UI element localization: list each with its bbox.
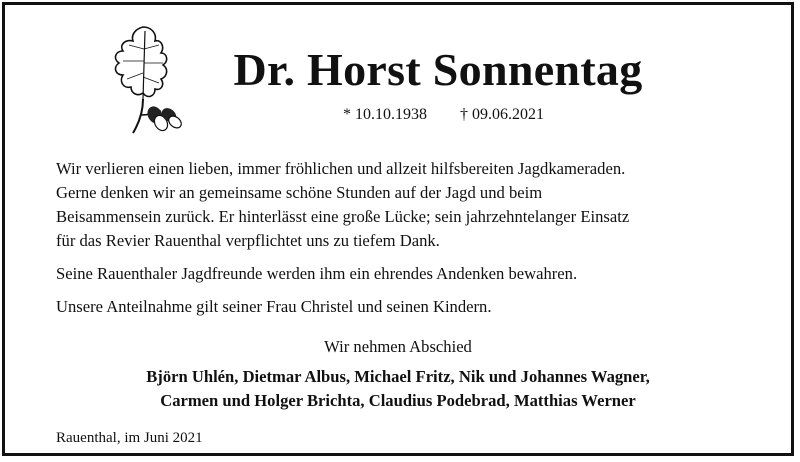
obituary-notice [2,2,794,456]
farewell-line: Wir nehmen Abschied [324,337,472,356]
birth-date: * 10.10.1938 [343,106,427,123]
text-line: für das Revier Rauenthal verpflichtet uns zu tiefem Dank. [56,231,440,250]
condolence-paragraph [56,295,776,319]
text-line: Gerne denken wir an gemeinsame schöne Stunden auf der Jagd und beim [56,183,543,202]
signers-line: Carmen und Holger Brichta, Claudius Podebrad, Matthias Werner [160,391,636,410]
text-line: Beisammensein zurück. Er hinterlässt eine große Lücke; sein jahrzehntelanger Einsatz [56,207,630,226]
death-date: † 09.06.2021 [460,106,544,123]
text-line: Unsere Anteilnahme gilt seiner Frau Christel und seinen Kindern. [56,297,492,316]
signers-line: Björn Uhlén, Dietmar Albus, Michael Fritz, Nik und Johannes Wagner, [146,367,650,386]
text-line: Seine Rauenthaler Jagdfreunde werden ihm ein ehrendes Andenken bewahren. [56,264,578,283]
text-line: Wir verlieren einen lieben, immer fröhlichen und allzeit hilfsbereiten Jagdkameraden. [56,159,626,178]
tribute-paragraph [56,157,776,253]
signers-list [5,365,791,413]
remembrance-paragraph [56,262,776,286]
place-date: Rauenthal, im Juni 2021 [56,430,203,446]
deceased-name: Dr. Horst Sonnentag [233,44,643,95]
